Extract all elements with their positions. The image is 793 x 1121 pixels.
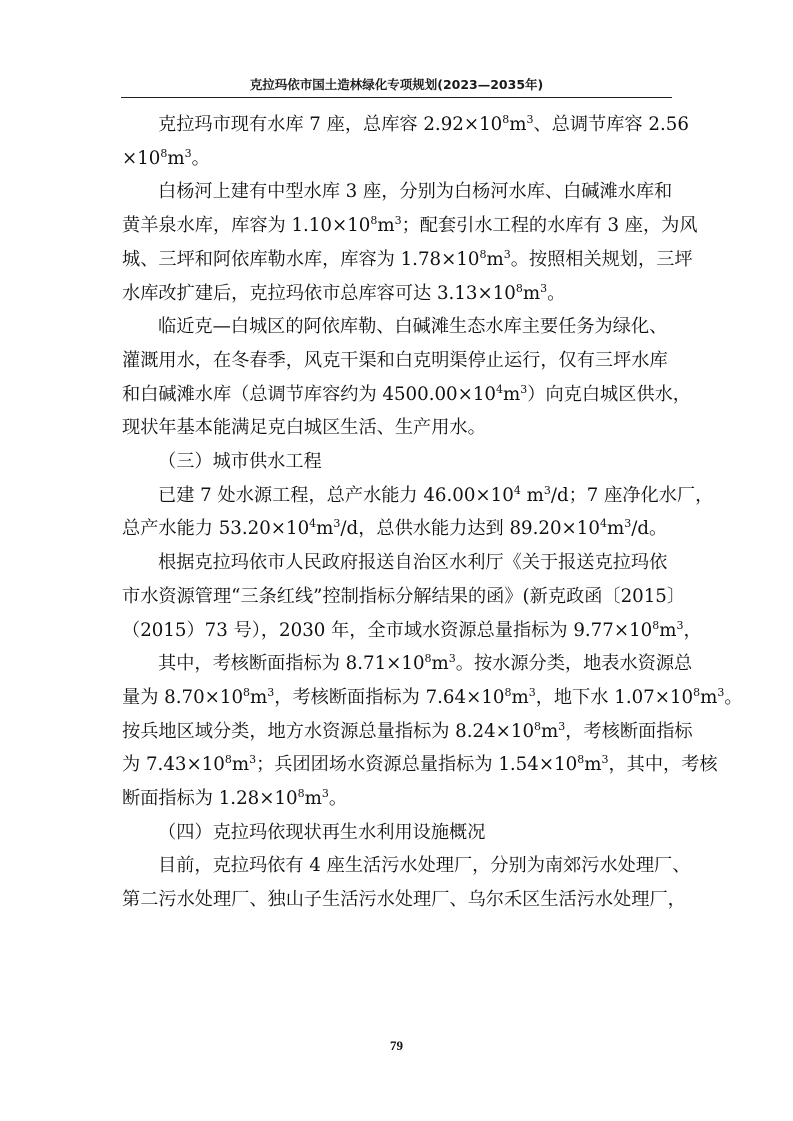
text-line: 断面指标为 $1.28\times 10^8m^3$。 <box>122 787 348 810</box>
text-line: 现状年基本能满足克白城区生活、生产用水。 <box>122 417 486 439</box>
paragraph <box>122 108 689 175</box>
text-line: 和白碱滩水库（总调节库容约为 $4500.00\times 10^4m^3$）向克白城区供水， <box>122 382 691 405</box>
text-line: （2015）73 号），2030 年，全市域水资源总量指标为 $9.77\times 10^8m^3$， <box>122 618 702 641</box>
text-line: 黄羊泉水库，库容为 $1.10\times 10^8m^3$；配套引水工程的水库有 3 座，为风 <box>122 214 698 237</box>
document-body <box>122 108 743 917</box>
page-number: 79 <box>390 1038 403 1053</box>
header-rule <box>121 97 672 98</box>
text-line: 克拉玛市现有水库 7 座，总库容 $2.92\times 10^8m^3$、总调节库容 2.56 <box>158 113 689 135</box>
running-header: 克拉玛依市国土造林绿化专项规划(2023—2035年) <box>249 77 544 92</box>
text-line: 为 $7.43\times 10^8m^3$；兵团团场水资源总量指标为 $1.54\times 10^8m^3$，其中，考核 <box>122 753 718 776</box>
text-line: （四）克拉玛依现状再生水利用设施概况 <box>158 821 486 843</box>
text-line: $\times 10^8m^3$。 <box>122 146 210 169</box>
text-line: 市水资源管理“三条红线”控制指标分解结果的函》(新克政函〔2015〕 <box>122 585 686 607</box>
text-line: （三）城市供水工程 <box>158 451 322 473</box>
text-line: 水库改扩建后，克拉玛依市总库容可达 $3.13\times 10^8m^3$。 <box>122 281 566 304</box>
paragraph <box>122 849 691 916</box>
text-line: 其中，考核断面指标为 $8.71\times 10^8m^3$。按水源分类，地表水资源总 <box>158 652 693 675</box>
text-line: 目前，克拉玛依有 4 座生活污水处理厂，分别为南郊污水处理厂、 <box>158 855 691 877</box>
section-heading <box>122 445 675 479</box>
paragraph <box>122 546 702 647</box>
text-line: 总产水能力 $53.20\times 10^4m^3/d$，总供水能力达到 $89.20\times 10^4m^3/d$。 <box>122 517 668 540</box>
text-line: 量为 $8.70\times 10^8m^3$，考核断面指标为 $7.64\times 10^8m^3$，地下水 $1.07\times 10^8m^3$。 <box>122 685 743 708</box>
paragraph <box>122 479 714 546</box>
text-line: 白杨河上建有中型水库 3 座，分别为白杨河水库、白碱滩水库和 <box>158 181 673 203</box>
text-line: 临近克—白城区的阿依库勒、白碱滩生态水库主要任务为绿化、 <box>158 316 668 338</box>
section-heading <box>122 816 675 850</box>
text-line: 城、三坪和阿依库勒水库，库容为 $1.78\times 10^8m^3$。按照相关规划，三坪 <box>122 247 693 270</box>
paragraph <box>122 310 691 445</box>
text-line: 第二污水处理厂、独山子生活污水处理厂、乌尔禾区生活污水处理厂， <box>122 889 686 911</box>
text-line: 灌溉用水，在冬春季，风克干渠和白克明渠停止运行，仅有三坪水库 <box>122 349 668 371</box>
text-line: 根据克拉玛依市人民政府报送自治区水利厅《关于报送克拉玛依 <box>158 552 668 574</box>
paragraph <box>122 175 698 310</box>
text-line: 按兵地区域分类，地方水资源总量指标为 $8.24\times 10^8m^3$，考核断面指标 <box>122 719 693 742</box>
text-line: 已建 7 处水源工程，总产水能力 $46.00\times 10^4$ $m^3/d$；7 座净化水厂， <box>158 483 714 506</box>
paragraph <box>122 647 743 816</box>
